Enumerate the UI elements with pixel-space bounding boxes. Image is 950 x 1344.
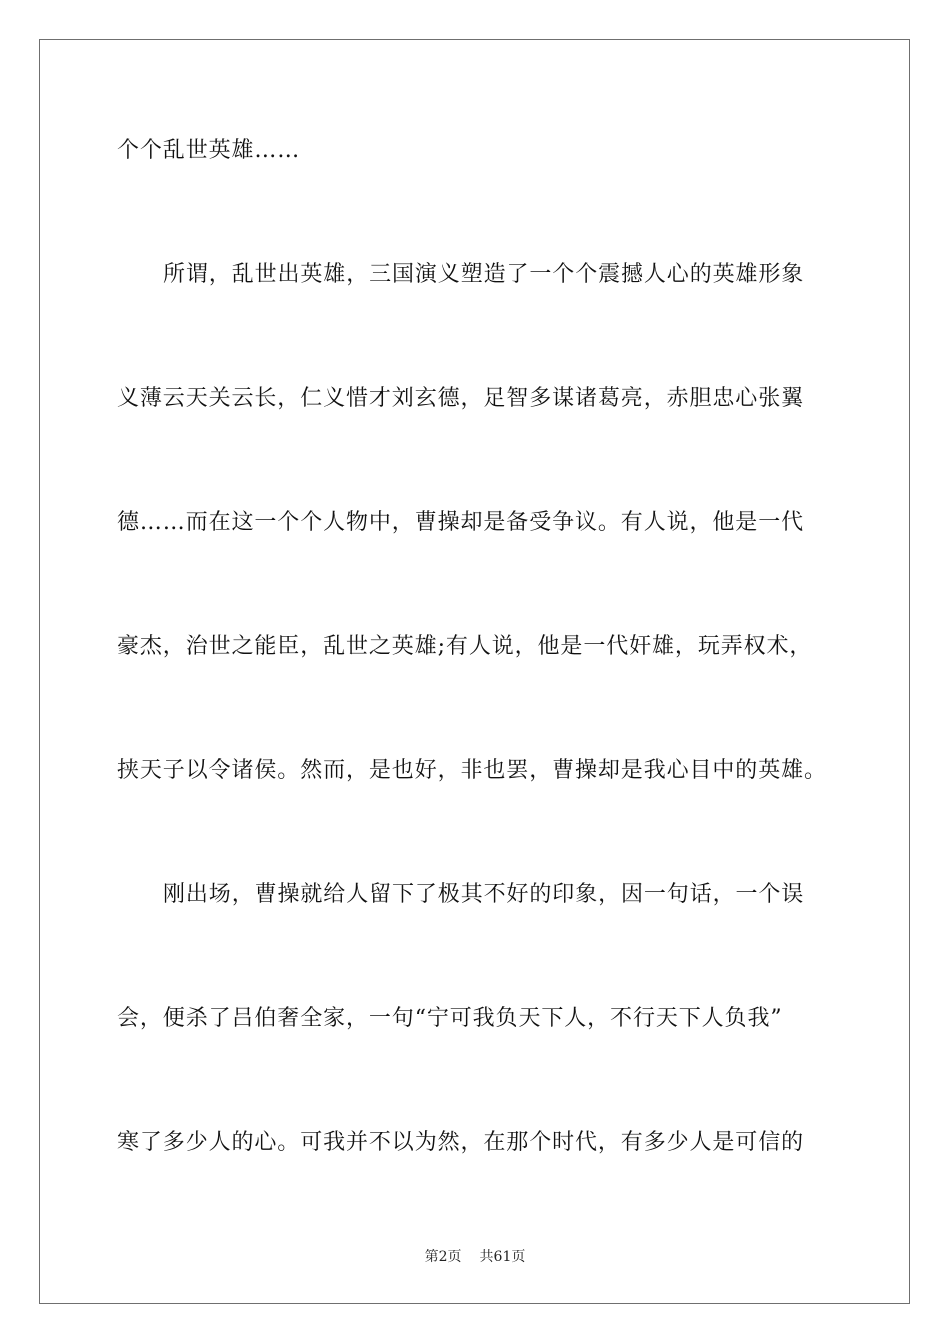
text-line-3: 义薄云天关云长，仁义惜才刘玄德，足智多谋诸葛亮，赤胆忠心张翼 [117,386,805,411]
page-number: 第2页 [424,1249,462,1265]
text-line-6: 挟天子以令诸侯。然而，是也好，非也罢，曹操却是我心目中的英雄。 [117,758,827,783]
text-line-4: 德……而在这一个个人物中，曹操却是备受争议。有人说，他是一代 [117,510,805,535]
text-line-9: 寒了多少人的心。可我并不以为然，在那个时代，有多少人是可信的 [117,1130,805,1155]
text-line-2: 所谓，乱世出英雄，三国演义塑造了一个个震撼人心的英雄形象 [163,262,805,287]
page-total: 共61页 [479,1249,526,1265]
text-line-5: 豪杰，治世之能臣，乱世之英雄;有人说，他是一代奸雄，玩弄权术， [117,634,813,659]
text-line-1: 个个乱世英雄…… [117,138,301,163]
page-border [39,39,910,1304]
text-line-8: 会，便杀了吕伯奢全家，一句“宁可我负天下人，不行天下人负我” [117,1006,783,1031]
text-line-7: 刚出场，曹操就给人留下了极其不好的印象，因一句话，一个误 [163,882,805,907]
page-footer [0,1248,950,1266]
